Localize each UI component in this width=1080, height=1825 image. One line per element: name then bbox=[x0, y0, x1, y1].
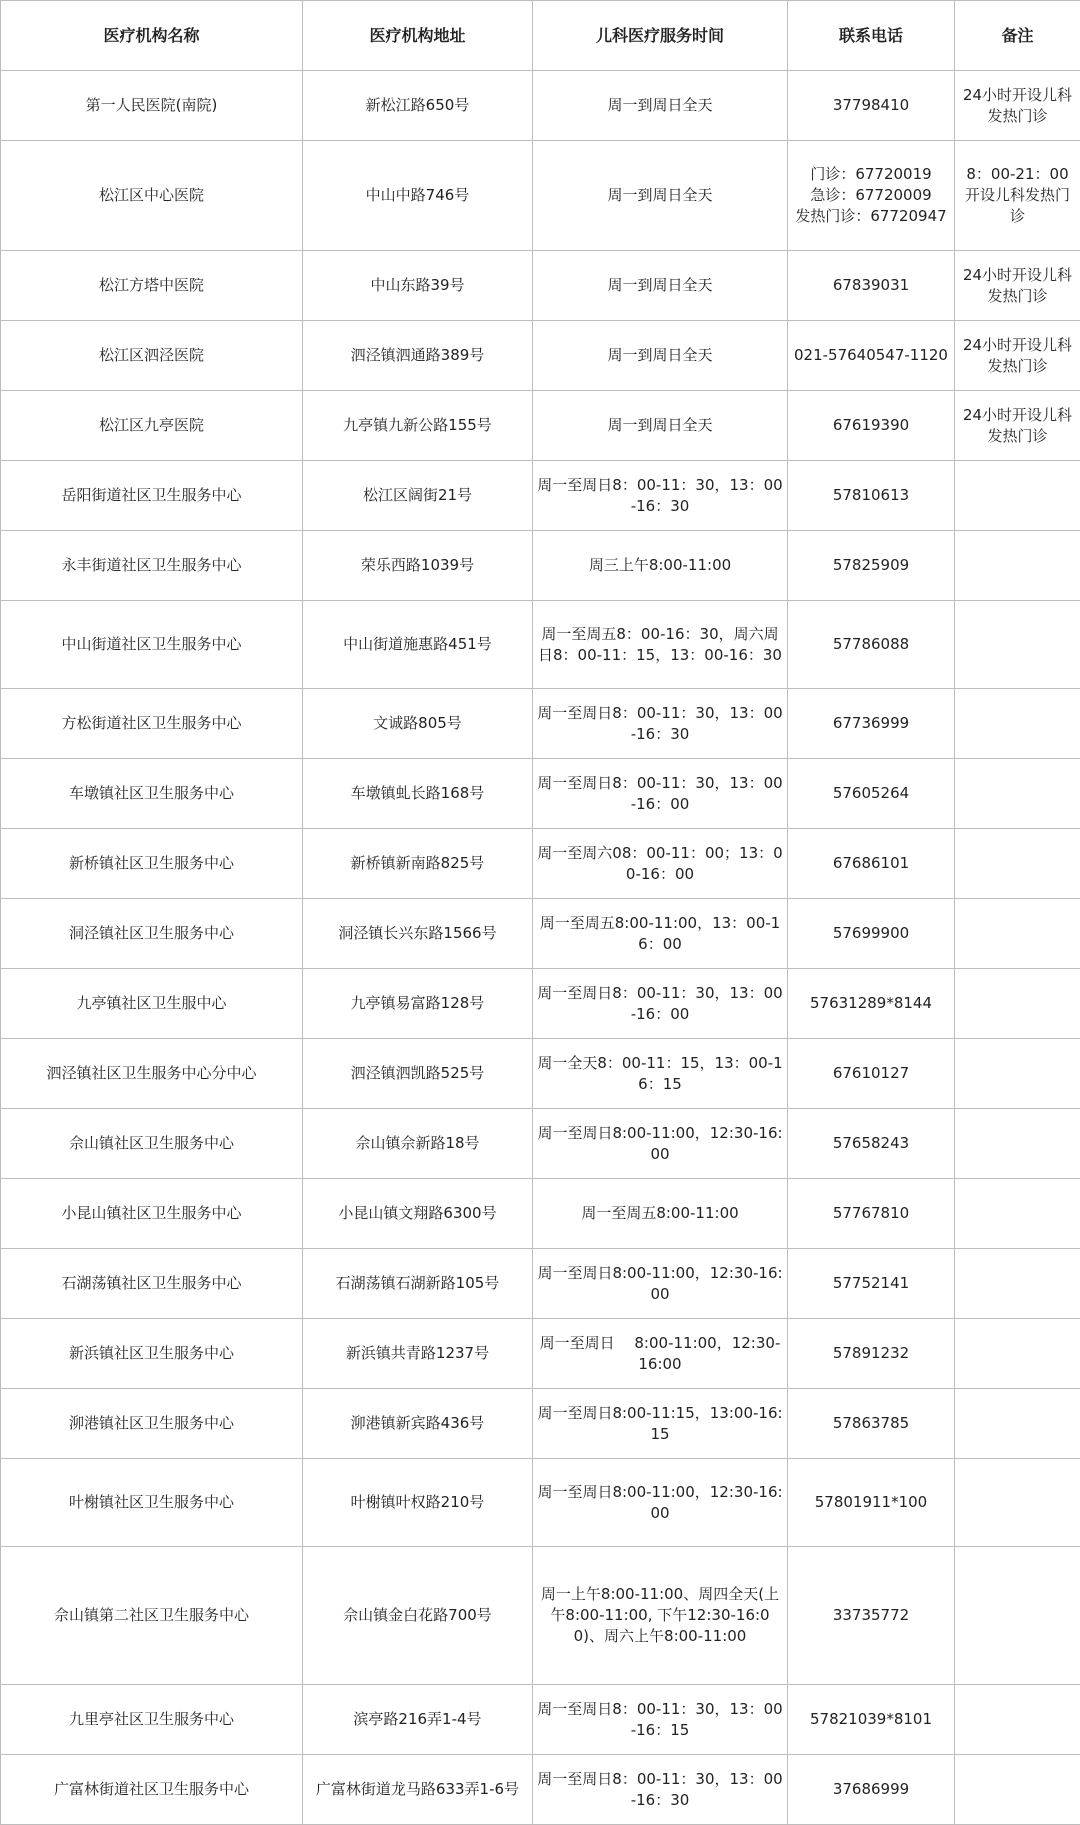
header-row bbox=[1, 1, 1080, 71]
remarks-cell bbox=[955, 601, 1080, 689]
service-hours-cell: 周一到周日全天 bbox=[533, 321, 788, 391]
table-row bbox=[1, 391, 1080, 461]
institution-address-cell: 叶榭镇叶权路210号 bbox=[303, 1459, 533, 1547]
remarks-cell: 8：00-21：00开设儿科发热门诊 bbox=[955, 141, 1080, 251]
institution-address-cell: 新桥镇新南路825号 bbox=[303, 829, 533, 899]
phone-cell: 67686101 bbox=[788, 829, 955, 899]
remarks-cell bbox=[955, 1547, 1080, 1685]
remarks-cell bbox=[955, 461, 1080, 531]
institution-name-cell: 洞泾镇社区卫生服务中心 bbox=[1, 899, 303, 969]
table-row bbox=[1, 1109, 1080, 1179]
table-row bbox=[1, 689, 1080, 759]
phone-cell: 57825909 bbox=[788, 531, 955, 601]
phone-cell: 33735772 bbox=[788, 1547, 955, 1685]
institution-name-cell: 佘山镇社区卫生服务中心 bbox=[1, 1109, 303, 1179]
institution-name-cell: 松江区中心医院 bbox=[1, 141, 303, 251]
remarks-cell: 24小时开设儿科发热门诊 bbox=[955, 391, 1080, 461]
service-hours-cell: 周一至周日8:00-11:00，12:30-16:00 bbox=[533, 1249, 788, 1319]
service-hours-cell: 周一至周日8：00-11：30，13：00-16：30 bbox=[533, 461, 788, 531]
table-row bbox=[1, 1039, 1080, 1109]
phone-cell: 57810613 bbox=[788, 461, 955, 531]
service-hours-cell: 周一至周日8：00-11：30，13：00-16：00 bbox=[533, 969, 788, 1039]
phone-cell: 67736999 bbox=[788, 689, 955, 759]
service-hours-cell: 周一至周五8：00-16：30，周六周日8：00-11：15，13：00-16：30 bbox=[533, 601, 788, 689]
remarks-cell bbox=[955, 1249, 1080, 1319]
remarks-cell bbox=[955, 899, 1080, 969]
service-hours-cell: 周一全天8：00-11：15，13：00-16：15 bbox=[533, 1039, 788, 1109]
service-hours-cell: 周一至周五8:00-11:00，13：00-16：00 bbox=[533, 899, 788, 969]
institution-name-cell: 九亭镇社区卫生服中心 bbox=[1, 969, 303, 1039]
table-row bbox=[1, 1319, 1080, 1389]
institution-name-cell: 车墩镇社区卫生服务中心 bbox=[1, 759, 303, 829]
remarks-cell: 24小时开设儿科发热门诊 bbox=[955, 71, 1080, 141]
institution-name-cell: 松江区九亭医院 bbox=[1, 391, 303, 461]
service-hours-cell: 周一至周日8：00-11：30，13：00-16：30 bbox=[533, 1755, 788, 1825]
institution-address-cell: 滨亭路216弄1-4号 bbox=[303, 1685, 533, 1755]
phone-cell: 57699900 bbox=[788, 899, 955, 969]
table-row bbox=[1, 969, 1080, 1039]
institution-address-cell: 佘山镇佘新路18号 bbox=[303, 1109, 533, 1179]
remarks-cell bbox=[955, 689, 1080, 759]
service-hours-cell: 周一到周日全天 bbox=[533, 141, 788, 251]
table-row bbox=[1, 601, 1080, 689]
institution-name-cell: 佘山镇第二社区卫生服务中心 bbox=[1, 1547, 303, 1685]
institution-name-cell: 新浜镇社区卫生服务中心 bbox=[1, 1319, 303, 1389]
institution-address-cell: 佘山镇金白花路700号 bbox=[303, 1547, 533, 1685]
service-hours-cell: 周一至周日8:00-11:00，12:30-16:00 bbox=[533, 1459, 788, 1547]
table-row bbox=[1, 759, 1080, 829]
remarks-cell bbox=[955, 1319, 1080, 1389]
table-row bbox=[1, 141, 1080, 251]
remarks-cell bbox=[955, 759, 1080, 829]
institution-address-cell: 中山中路746号 bbox=[303, 141, 533, 251]
service-hours-cell: 周一至周日 8:00-11:00，12:30-16:00 bbox=[533, 1319, 788, 1389]
service-hours-cell: 周一至周日8:00-11:15，13:00-16:15 bbox=[533, 1389, 788, 1459]
institution-name-cell: 小昆山镇社区卫生服务中心 bbox=[1, 1179, 303, 1249]
remarks-cell bbox=[955, 829, 1080, 899]
phone-cell: 021-57640547-1120 bbox=[788, 321, 955, 391]
phone-cell: 67839031 bbox=[788, 251, 955, 321]
service-hours-cell: 周一至周日8:00-11:00，12:30-16:00 bbox=[533, 1109, 788, 1179]
institution-name-cell: 石湖荡镇社区卫生服务中心 bbox=[1, 1249, 303, 1319]
institution-address-cell: 小昆山镇文翔路6300号 bbox=[303, 1179, 533, 1249]
institution-name-cell: 泗泾镇社区卫生服务中心分中心 bbox=[1, 1039, 303, 1109]
institution-name-cell: 新桥镇社区卫生服务中心 bbox=[1, 829, 303, 899]
institution-address-cell: 车墩镇虬长路168号 bbox=[303, 759, 533, 829]
institution-name-cell: 中山街道社区卫生服务中心 bbox=[1, 601, 303, 689]
institution-address-cell: 新松江路650号 bbox=[303, 71, 533, 141]
institution-address-cell: 洞泾镇长兴东路1566号 bbox=[303, 899, 533, 969]
phone-cell: 57801911*100 bbox=[788, 1459, 955, 1547]
remarks-cell bbox=[955, 1179, 1080, 1249]
header-hours: 儿科医疗服务时间 bbox=[533, 1, 788, 71]
institution-name-cell: 泖港镇社区卫生服务中心 bbox=[1, 1389, 303, 1459]
remarks-cell bbox=[955, 1389, 1080, 1459]
table-row bbox=[1, 1179, 1080, 1249]
phone-cell: 门诊：67720019 急诊：67720009 发热门诊：67720947 bbox=[788, 141, 955, 251]
institution-address-cell: 荣乐西路1039号 bbox=[303, 531, 533, 601]
institution-name-cell: 方松街道社区卫生服务中心 bbox=[1, 689, 303, 759]
table-row bbox=[1, 461, 1080, 531]
remarks-cell bbox=[955, 1685, 1080, 1755]
table-row bbox=[1, 1685, 1080, 1755]
phone-cell: 57658243 bbox=[788, 1109, 955, 1179]
institution-address-cell: 广富林街道龙马路633弄1-6号 bbox=[303, 1755, 533, 1825]
institution-address-cell: 九亭镇九新公路155号 bbox=[303, 391, 533, 461]
institution-name-cell: 第一人民医院(南院) bbox=[1, 71, 303, 141]
table-row bbox=[1, 71, 1080, 141]
institution-address-cell: 石湖荡镇石湖新路105号 bbox=[303, 1249, 533, 1319]
institution-name-cell: 岳阳街道社区卫生服务中心 bbox=[1, 461, 303, 531]
service-hours-cell: 周一至周五8:00-11:00 bbox=[533, 1179, 788, 1249]
table-row bbox=[1, 321, 1080, 391]
institution-name-cell: 九里亭社区卫生服务中心 bbox=[1, 1685, 303, 1755]
phone-cell: 57891232 bbox=[788, 1319, 955, 1389]
table-row bbox=[1, 1249, 1080, 1319]
institution-name-cell: 松江区泗泾医院 bbox=[1, 321, 303, 391]
table-row bbox=[1, 1755, 1080, 1825]
remarks-cell: 24小时开设儿科发热门诊 bbox=[955, 251, 1080, 321]
table-row bbox=[1, 1547, 1080, 1685]
phone-cell: 57786088 bbox=[788, 601, 955, 689]
header-address: 医疗机构地址 bbox=[303, 1, 533, 71]
phone-cell: 57752141 bbox=[788, 1249, 955, 1319]
phone-cell: 67610127 bbox=[788, 1039, 955, 1109]
institution-address-cell: 中山街道施惠路451号 bbox=[303, 601, 533, 689]
service-hours-cell: 周一到周日全天 bbox=[533, 71, 788, 141]
institution-address-cell: 松江区阔街21号 bbox=[303, 461, 533, 531]
phone-cell: 67619390 bbox=[788, 391, 955, 461]
service-hours-cell: 周一至周日8：00-11：30，13：00-16：15 bbox=[533, 1685, 788, 1755]
institution-address-cell: 泗泾镇泗通路389号 bbox=[303, 321, 533, 391]
table-row bbox=[1, 1459, 1080, 1547]
table-row bbox=[1, 531, 1080, 601]
phone-cell: 37686999 bbox=[788, 1755, 955, 1825]
header-phone: 联系电话 bbox=[788, 1, 955, 71]
remarks-cell bbox=[955, 1039, 1080, 1109]
service-hours-cell: 周一上午8:00-11:00、周四全天(上午8:00-11:00, 下午12:30-16:00)、周六上午8:00-11:00 bbox=[533, 1547, 788, 1685]
remarks-cell bbox=[955, 531, 1080, 601]
remarks-cell bbox=[955, 1459, 1080, 1547]
table-row bbox=[1, 251, 1080, 321]
institution-name-cell: 叶榭镇社区卫生服务中心 bbox=[1, 1459, 303, 1547]
phone-cell: 57821039*8101 bbox=[788, 1685, 955, 1755]
service-hours-cell: 周一至周六08：00-11：00；13：00-16：00 bbox=[533, 829, 788, 899]
institution-name-cell: 松江方塔中医院 bbox=[1, 251, 303, 321]
remarks-cell: 24小时开设儿科发热门诊 bbox=[955, 321, 1080, 391]
table-row bbox=[1, 1389, 1080, 1459]
header-remarks: 备注 bbox=[955, 1, 1080, 71]
service-hours-cell: 周一到周日全天 bbox=[533, 251, 788, 321]
institution-address-cell: 新浜镇共青路1237号 bbox=[303, 1319, 533, 1389]
institution-name-cell: 永丰街道社区卫生服务中心 bbox=[1, 531, 303, 601]
service-hours-cell: 周一到周日全天 bbox=[533, 391, 788, 461]
remarks-cell bbox=[955, 1109, 1080, 1179]
institution-address-cell: 文诚路805号 bbox=[303, 689, 533, 759]
institution-address-cell: 中山东路39号 bbox=[303, 251, 533, 321]
institution-name-cell: 广富林街道社区卫生服务中心 bbox=[1, 1755, 303, 1825]
phone-cell: 37798410 bbox=[788, 71, 955, 141]
phone-cell: 57863785 bbox=[788, 1389, 955, 1459]
table-row bbox=[1, 829, 1080, 899]
remarks-cell bbox=[955, 1755, 1080, 1825]
phone-cell: 57605264 bbox=[788, 759, 955, 829]
remarks-cell bbox=[955, 969, 1080, 1039]
table-row bbox=[1, 899, 1080, 969]
service-hours-cell: 周一至周日8：00-11：30，13：00-16：30 bbox=[533, 689, 788, 759]
header-name: 医疗机构名称 bbox=[1, 1, 303, 71]
service-hours-cell: 周一至周日8：00-11：30，13：00-16：00 bbox=[533, 759, 788, 829]
phone-cell: 57767810 bbox=[788, 1179, 955, 1249]
institution-address-cell: 泗泾镇泗凯路525号 bbox=[303, 1039, 533, 1109]
institution-address-cell: 九亭镇易富路128号 bbox=[303, 969, 533, 1039]
phone-cell: 57631289*8144 bbox=[788, 969, 955, 1039]
institution-address-cell: 泖港镇新宾路436号 bbox=[303, 1389, 533, 1459]
service-hours-cell: 周三上午8:00-11:00 bbox=[533, 531, 788, 601]
